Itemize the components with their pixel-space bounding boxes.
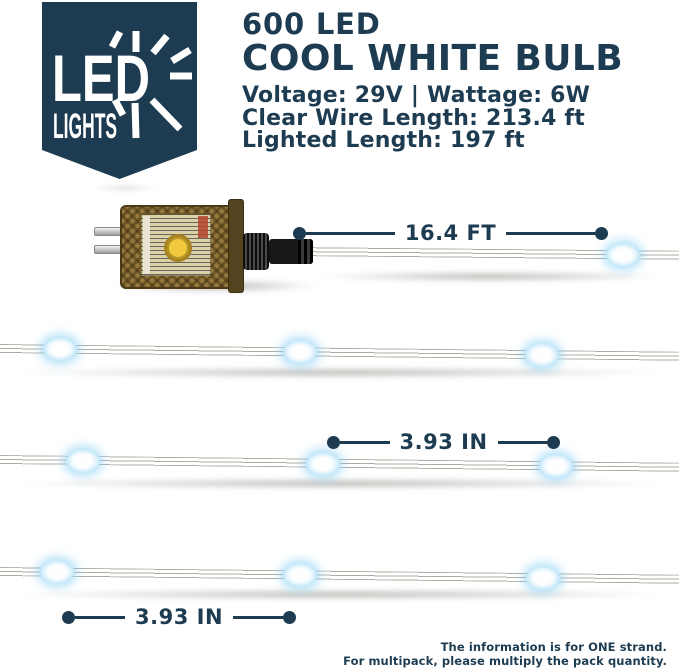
led-bulb [539, 454, 573, 478]
led-bulb [606, 243, 640, 267]
spec-list [242, 85, 590, 153]
measure-dot-right [547, 436, 560, 449]
led-lights-badge [42, 2, 197, 184]
spec-voltage-wattage: Voltage: 29V | Wattage: 6W [242, 83, 591, 108]
wire-shadow-row3 [0, 477, 679, 490]
led-bulb [525, 343, 559, 367]
footnote [343, 641, 667, 668]
measure-dot-left [327, 436, 340, 449]
adapter-ribbed-nut [243, 233, 269, 270]
wire-row-2 [0, 344, 679, 361]
page-title-line2: COOL WHITE BULB [242, 38, 624, 79]
led-bulb [283, 340, 317, 364]
measure-dot-right [595, 227, 608, 240]
measure-label-strand: 16.4 FT [404, 221, 497, 245]
spec-clear-wire-length: Clear Wire Length: 213.4 ft [242, 105, 585, 131]
led-bulb [526, 566, 560, 590]
measure-line-left [75, 616, 125, 619]
led-bulb [306, 452, 340, 476]
led-bulb [43, 337, 77, 361]
spec-lighted-length: Lighted Length: 197 ft [242, 128, 525, 153]
badge-shadow [86, 184, 164, 192]
measure-line-right [233, 616, 283, 619]
measure-dot-left [293, 227, 306, 240]
measure-dot-right [283, 611, 296, 624]
measurement-bulb-spacing-bottom [62, 605, 296, 629]
led-bulb [66, 449, 100, 473]
led-bulb [40, 560, 74, 584]
badge-word-sub: LIGHTS [53, 107, 117, 146]
page-title-line1: 600 LED [242, 7, 381, 41]
measurement-strand-length [293, 221, 608, 245]
measure-dot-left [62, 611, 75, 624]
measure-line-right [506, 232, 595, 235]
measure-label-spacing-middle: 3.93 IN [399, 430, 488, 454]
adapter-flange [228, 199, 244, 293]
wire-shadow-row2 [0, 366, 679, 379]
wire-shadow-row1 [300, 270, 679, 283]
measure-line-right [498, 441, 548, 444]
certification-logo [164, 234, 192, 262]
measurement-bulb-spacing-middle [327, 430, 560, 454]
footnote-line2: For multipack, please multiply the pack quantity. [343, 653, 667, 668]
adapter-label-strip [143, 216, 150, 274]
badge-word-main: LED [52, 41, 150, 115]
led-bulb [283, 563, 317, 587]
power-adapter [94, 198, 316, 294]
adapter-label-red-tag [198, 216, 208, 238]
wire-shadow-row4 [0, 588, 679, 601]
footnote-line1: The information is for ONE strand. [440, 640, 667, 654]
wire-row-4 [0, 567, 679, 584]
measure-line-left [306, 232, 395, 235]
measure-label-spacing-bottom: 3.93 IN [135, 605, 224, 629]
measure-line-left [340, 441, 390, 444]
